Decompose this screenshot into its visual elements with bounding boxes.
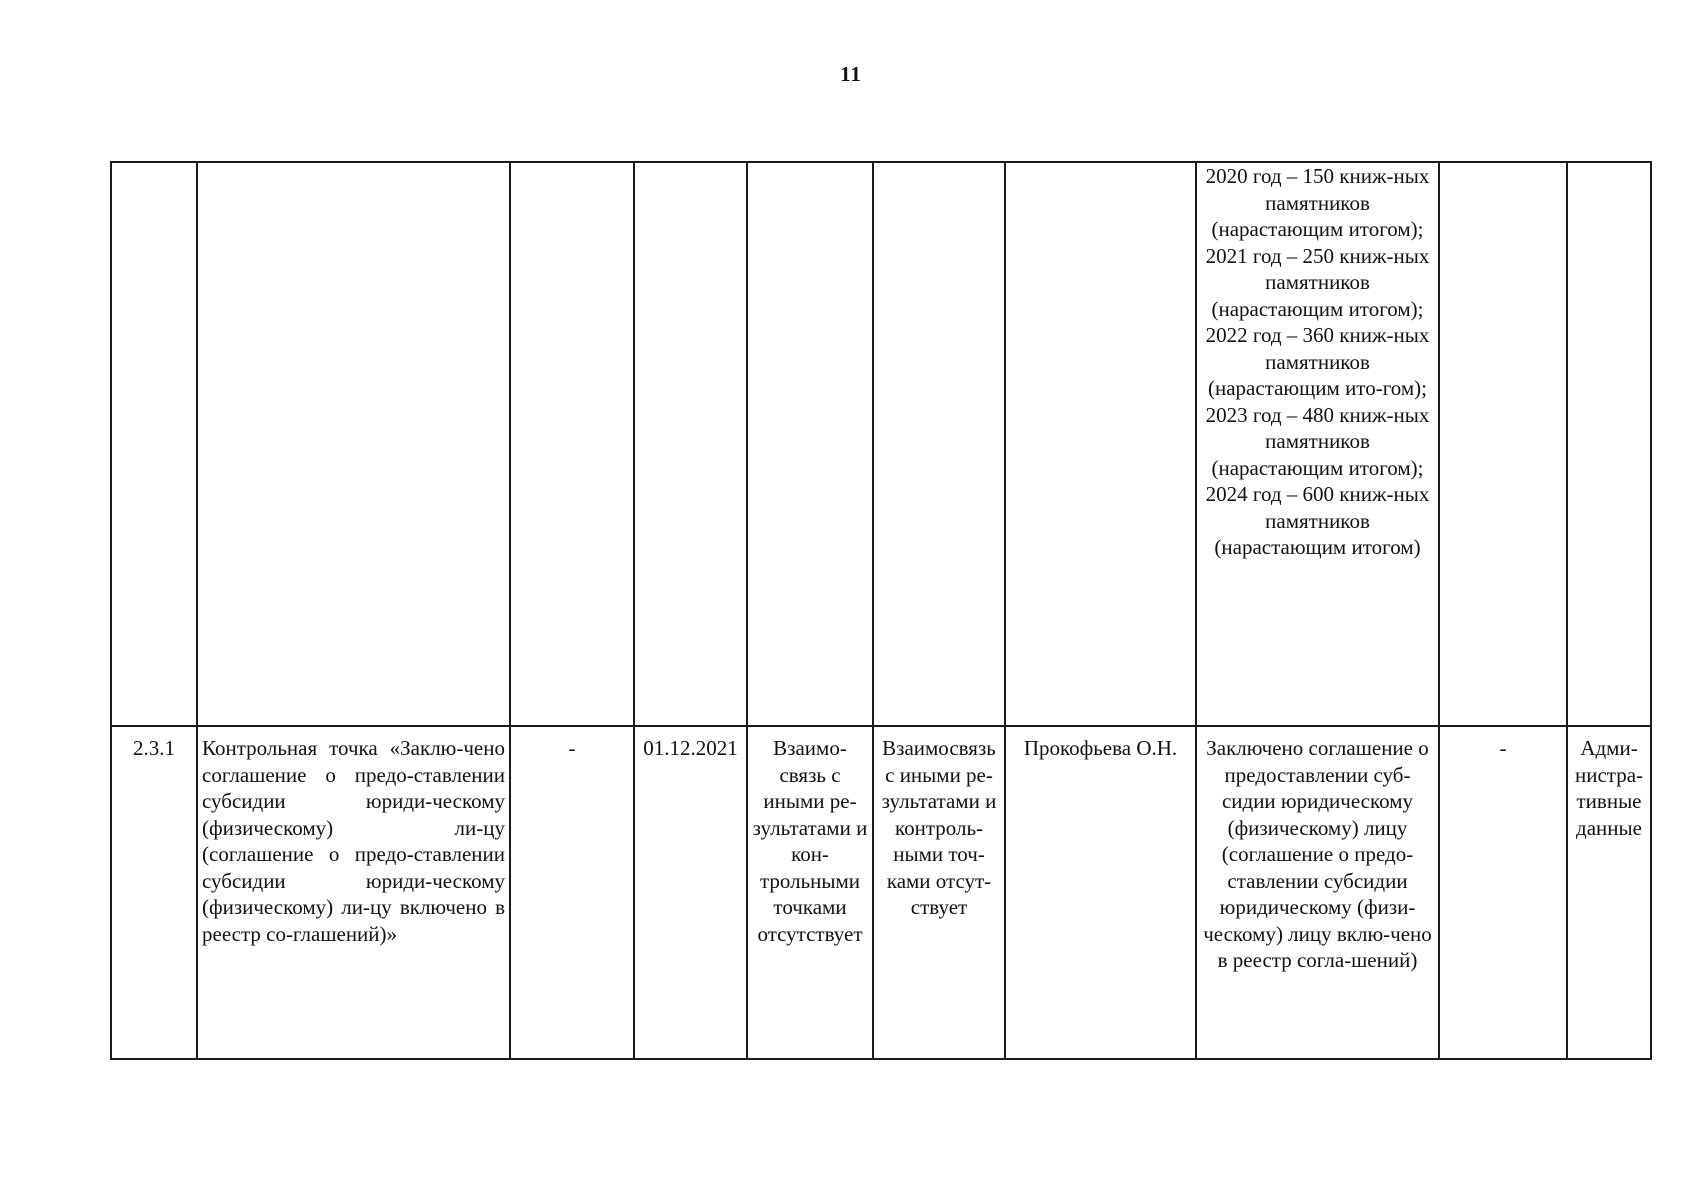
target-value-2024: 2024 год – 600 книж-ных памятников (нарастающим итогом) (1205, 482, 1430, 559)
cell-source: Адми-нистра-тивные данные (1567, 726, 1651, 1059)
cell-start-date: - (510, 726, 634, 1059)
page-number: 11 (840, 62, 862, 86)
cell-responsible-empty (1005, 162, 1196, 726)
target-value-2021: 2021 год – 250 книж-ных памятников (нарастающим итогом); (1205, 243, 1430, 321)
checkpoints-table (110, 161, 1652, 1060)
cell-start-date-empty (510, 162, 634, 726)
cell-target-values (1196, 162, 1439, 726)
cell-name-empty (197, 162, 510, 726)
cell-relation-next: Взаимосвязь с иными ре-зультатами и контроль-ными точ-ками отсут-ствует (873, 726, 1005, 1059)
table-row-continuation (111, 162, 1651, 726)
target-value-2022: 2022 год – 360 книж-ных памятников (нарастающим ито-гом); (1205, 323, 1430, 400)
cell-end-date-empty (634, 162, 747, 726)
target-value-2023: 2023 год – 480 книж-ных памятников (нарастающим итогом); (1205, 402, 1430, 480)
table-row-checkpoint (111, 726, 1651, 1059)
cell-checkpoint-name: Контрольная точка «Заклю-чено соглашение о предо-ставлении субсидии юриди-ческому (физическому) ли-цу (соглашение о предо-ставлении субсидии юриди-ческому (физическому) ли-цу включено в реестр со-глашений)» (197, 726, 510, 1059)
cell-responsible: Прокофьева О.Н. (1005, 726, 1196, 1059)
cell-relation-next-empty (873, 162, 1005, 726)
cell-relation-previous-empty (747, 162, 873, 726)
cell-result: Заключено соглашение о предоставлении суб-сидии юридическому (физическому) лицу (соглашение о предо-ставлении субсидии юридическому (физи-ческому) лицу вклю-чено в реестр согла-шений) (1196, 726, 1439, 1059)
cell-checkpoint-number: 2.3.1 (111, 726, 197, 1059)
cell-source-empty (1567, 162, 1651, 726)
cell-relation-previous: Взаимо-связь с иными ре-зультатами и кон-трольными точками отсутствует (747, 726, 873, 1059)
cell-number-empty (111, 162, 197, 726)
cell-level: - (1439, 726, 1567, 1059)
target-value-2020: 2020 год – 150 книж-ных памятников (нарастающим итогом); (1205, 164, 1430, 241)
cell-end-date: 01.12.2021 (634, 726, 747, 1059)
cell-level-empty (1439, 162, 1567, 726)
